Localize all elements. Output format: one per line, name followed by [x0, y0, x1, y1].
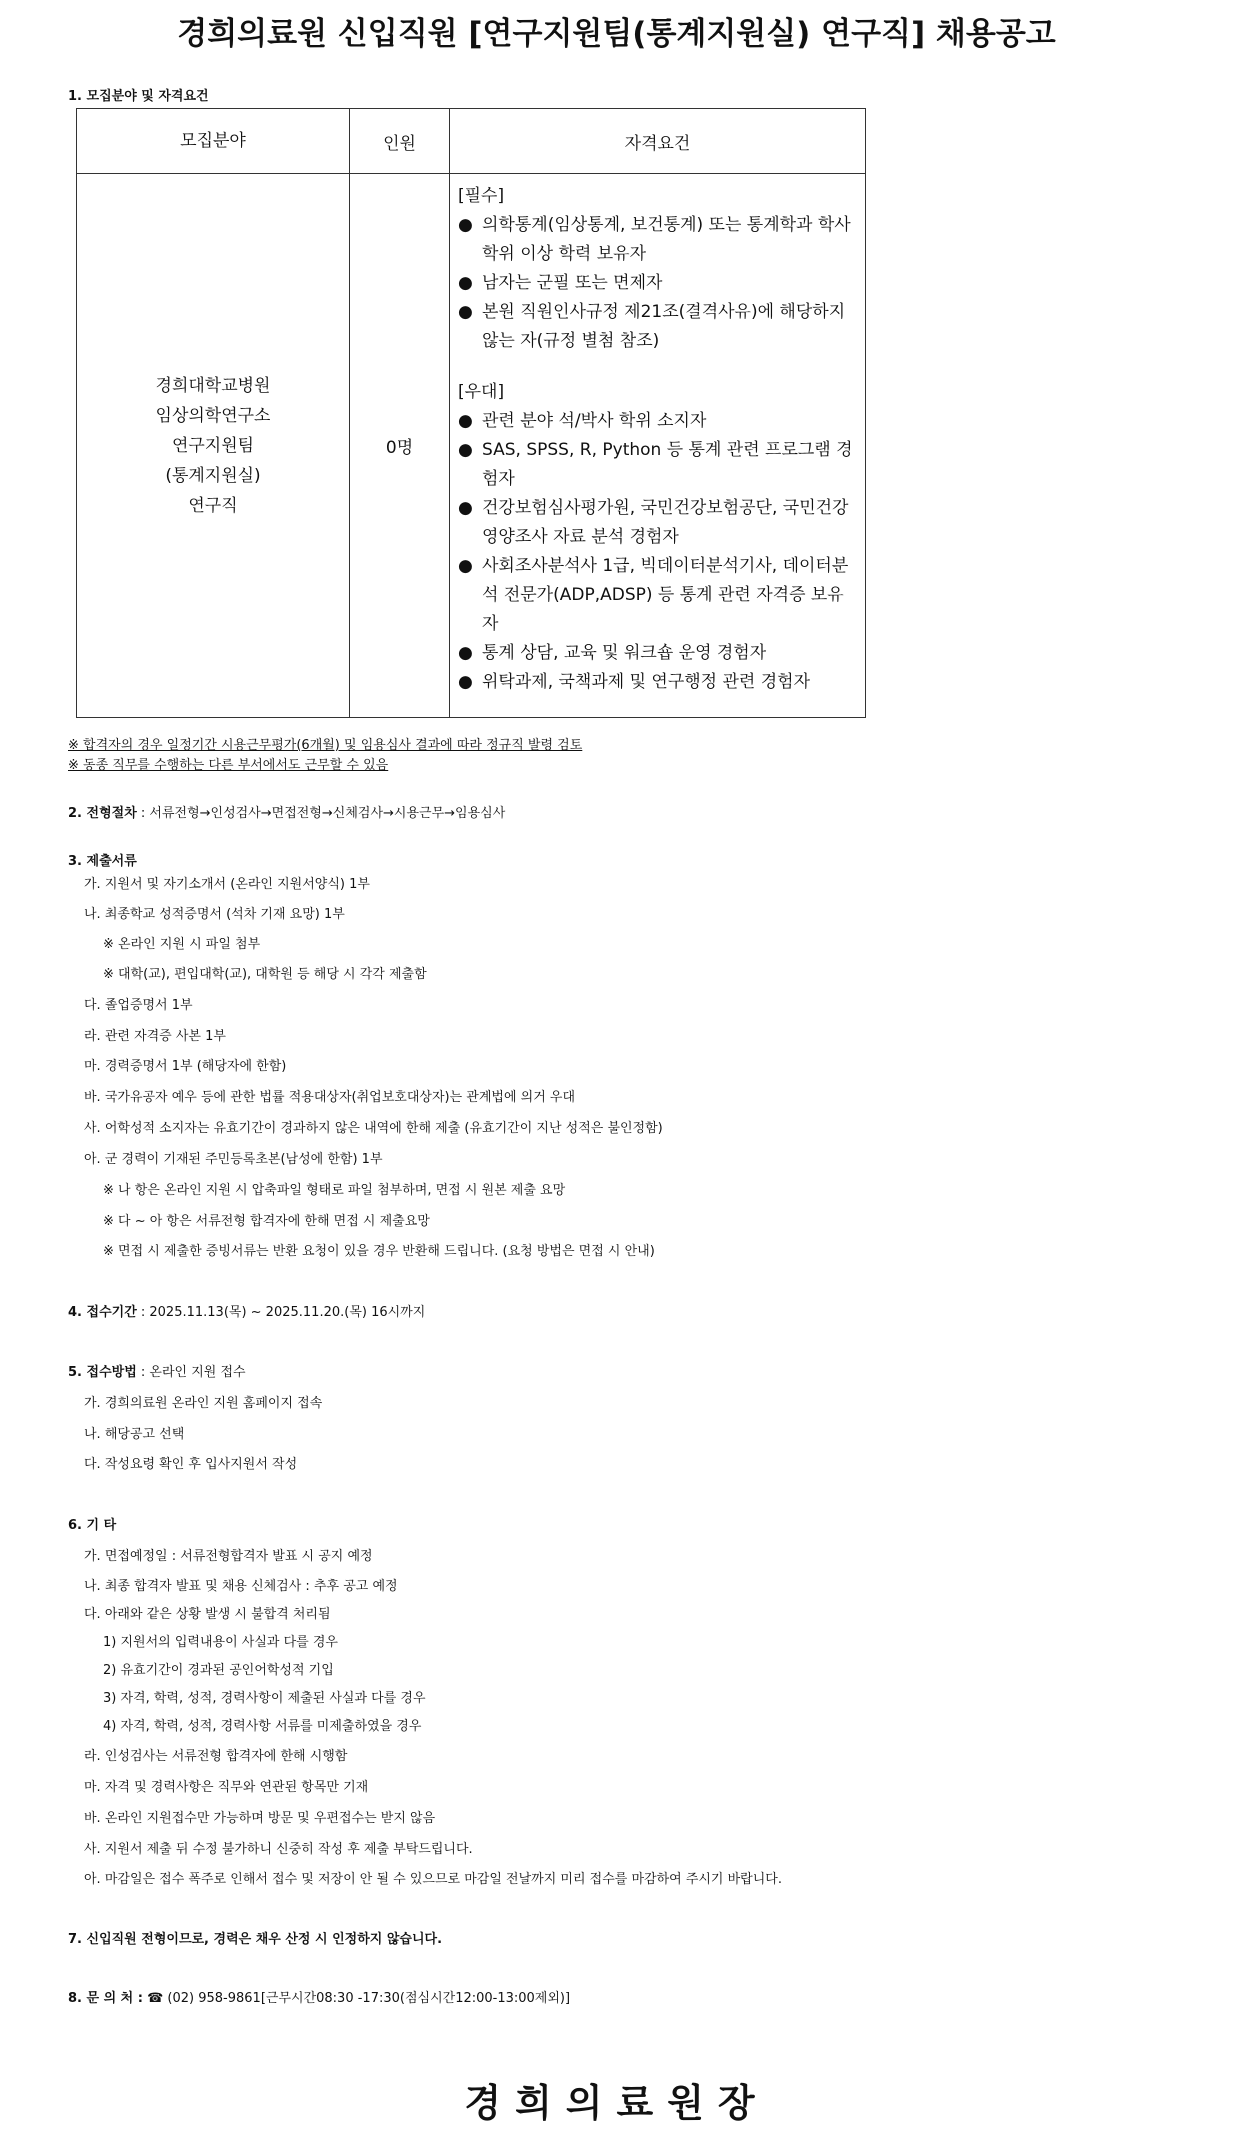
signature-footer: 경희의료원장 — [464, 2081, 769, 2125]
list-item: 다. 졸업증명서 1부 — [84, 998, 193, 1013]
list-item: 라. 관련 자격증 사본 1부 — [84, 1029, 226, 1044]
headcount-cell: 0명 — [350, 174, 450, 718]
list-item: ※ 온라인 지원 시 파일 첨부 — [103, 937, 261, 952]
field-line: 경희대학교병원 — [155, 375, 271, 396]
preferred-item: ● SAS, SPSS, R, Python 등 통계 관련 프로그램 경험자 — [458, 436, 855, 494]
preferred-item: ● 위탁과제, 국책과제 및 연구행정 관련 경험자 — [458, 668, 855, 697]
required-label: [필수] — [458, 186, 505, 206]
bullet-icon: ● — [458, 273, 473, 293]
qualification-cell — [450, 174, 866, 718]
bullet-icon: ● — [458, 672, 473, 692]
note-probation: ※ 합격자의 경우 일정기간 시용근무평가(6개월) 및 임용심사 결과에 따라 정규직 발령 검토 — [68, 738, 583, 753]
list-item: ※ 대학(교), 편입대학(교), 대학원 등 해당 시 각각 제출함 — [103, 967, 427, 982]
list-item: 다. 작성요령 확인 후 입사지원서 작성 — [84, 1457, 298, 1472]
table-row — [77, 174, 866, 718]
bullet-icon: ● — [458, 440, 473, 460]
list-item: 나. 최종학교 성적증명서 (석차 기재 요망) 1부 — [84, 907, 345, 922]
section-title: 모집분야 및 자격요건 — [86, 89, 209, 104]
list-item: 바. 국가유공자 예우 등에 관한 법률 적용대상자(취업보호대상자)는 관계법에 의거 우대 — [84, 1090, 575, 1105]
list-item: 사. 어학성적 소지자는 유효기간이 경과하지 않은 내역에 한해 제출 (유효기간이 지난 성적은 불인정함) — [84, 1121, 663, 1136]
field-line: 연구지원팀 — [171, 435, 255, 456]
section-7-heading: 7. 신입직원 전형이므로, 경력은 채우 산정 시 인정하지 않습니다. — [68, 1932, 443, 1947]
field-line: 임상의학연구소 — [155, 405, 271, 426]
list-item: 아. 군 경력이 기재된 주민등록초본(남성에 한함) 1부 — [84, 1152, 383, 1167]
list-item: 라. 인성검사는 서류전형 합격자에 한해 시행함 — [84, 1749, 348, 1764]
header-qualification: 자격요건 — [450, 109, 866, 174]
preferred-item: ● 통계 상담, 교육 및 워크숍 운영 경험자 — [458, 639, 855, 668]
section-4-heading: 4. 접수기간 : 2025.11.13(목) ~ 2025.11.20.(목) 16시까지 — [68, 1305, 426, 1320]
bullet-icon: ● — [458, 556, 473, 576]
section-number: 1. — [68, 89, 82, 104]
header-field: 모집분야 — [77, 109, 350, 174]
bullet-icon: ● — [458, 215, 473, 235]
list-item: 3) 자격, 학력, 성적, 경력사항이 제출된 사실과 다를 경우 — [103, 1691, 426, 1706]
requirements-table — [76, 108, 866, 718]
list-item: ※ 다 ~ 아 항은 서류전형 합격자에 한해 면접 시 제출요망 — [103, 1214, 430, 1229]
list-item: ※ 나 항은 온라인 지원 시 압축파일 형태로 파일 첨부하며, 면접 시 원본 제출 요망 — [103, 1183, 566, 1198]
section-8-heading: 8. 문 의 처 : ☎ (02) 958-9861[근무시간08:30 -17:30(점심시간12:00-13:00제외)] — [68, 1991, 571, 2006]
bullet-icon: ● — [458, 643, 473, 663]
field-line: (통계지원실) — [165, 465, 261, 486]
list-item: 가. 경희의료원 온라인 지원 홈페이지 접속 — [84, 1396, 323, 1411]
preferred-item: ● 관련 분야 석/박사 학위 소지자 — [458, 407, 855, 436]
table-header-row — [77, 109, 866, 174]
list-item: 바. 온라인 지원접수만 가능하며 방문 및 우편접수는 받지 않음 — [84, 1811, 436, 1826]
required-item: ● 의학통계(임상통계, 보건통계) 또는 통계학과 학사 학위 이상 학력 보유자 — [458, 211, 855, 269]
list-item: 가. 면접예정일 : 서류전형합격자 발표 시 공지 예정 — [84, 1549, 373, 1564]
required-item: ● 남자는 군필 또는 면제자 — [458, 269, 855, 298]
list-item: 마. 경력증명서 1부 (해당자에 한함) — [84, 1059, 287, 1074]
bullet-icon: ● — [458, 411, 473, 431]
header-headcount: 인원 — [350, 109, 450, 174]
list-item: 4) 자격, 학력, 성적, 경력사항 서류를 미제출하였을 경우 — [103, 1719, 422, 1734]
list-item: 1) 지원서의 입력내용이 사실과 다를 경우 — [103, 1635, 338, 1650]
list-item: ※ 면접 시 제출한 증빙서류는 반환 요청이 있을 경우 반환해 드립니다. (요청 방법은 면접 시 안내) — [103, 1244, 655, 1259]
contact-info: ☎ (02) 958-9861[근무시간08:30 -17:30(점심시간12:00-13:00제외)] — [142, 1991, 571, 2006]
field-line: 연구직 — [188, 495, 238, 516]
list-item: 가. 지원서 및 자기소개서 (온라인 지원서양식) 1부 — [84, 877, 370, 892]
field-cell — [77, 174, 350, 718]
section-1-heading — [68, 85, 209, 104]
section-3-heading: 3. 제출서류 — [68, 854, 137, 869]
note-department: ※ 동종 직무를 수행하는 다른 부서에서도 근무할 수 있음 — [68, 758, 389, 773]
preferred-item: ● 건강보험심사평가원, 국민건강보험공단, 국민건강영양조사 자료 분석 경험자 — [458, 494, 855, 552]
list-item: 나. 해당공고 선택 — [84, 1427, 185, 1442]
bullet-icon: ● — [458, 498, 473, 518]
list-item: 사. 지원서 제출 뒤 수정 불가하니 신중히 작성 후 제출 부탁드립니다. — [84, 1842, 473, 1857]
section-5-heading: 5. 접수방법 : 온라인 지원 접수 — [68, 1365, 246, 1380]
page-title: 경희의료원 신입직원 [연구지원팀(통계지원실) 연구직] 채용공고 — [177, 16, 1056, 52]
required-item: ● 본원 직원인사규정 제21조(결격사유)에 해당하지 않는 자(규정 별첨 참조) — [458, 298, 855, 356]
list-item: 2) 유효기간이 경과된 공인어학성적 기입 — [103, 1663, 334, 1678]
preferred-item: ● 사회조사분석사 1급, 빅데이터분석기사, 데이터분석 전문가(ADP,ADSP) 등 통계 관련 자격증 보유자 — [458, 552, 855, 639]
list-item: 나. 최종 합격자 발표 및 채용 신체검사 : 추후 공고 예정 — [84, 1579, 398, 1594]
preferred-label: [우대] — [458, 382, 505, 402]
list-item: 아. 마감일은 접수 폭주로 인해서 접수 및 저장이 안 될 수 있으므로 마감일 전날까지 미리 접수를 마감하여 주시기 바랍니다. — [84, 1872, 782, 1887]
section-2-heading: 2. 전형절차 : 서류전형→인성검사→면접전형→신체검사→시용근무→임용심사 — [68, 806, 506, 821]
section-6-heading: 6. 기 타 — [68, 1518, 117, 1533]
list-item: 마. 자격 및 경력사항은 직무와 연관된 항목만 기재 — [84, 1780, 369, 1795]
bullet-icon: ● — [458, 302, 473, 322]
list-item: 다. 아래와 같은 상황 발생 시 불합격 처리됨 — [84, 1607, 331, 1622]
